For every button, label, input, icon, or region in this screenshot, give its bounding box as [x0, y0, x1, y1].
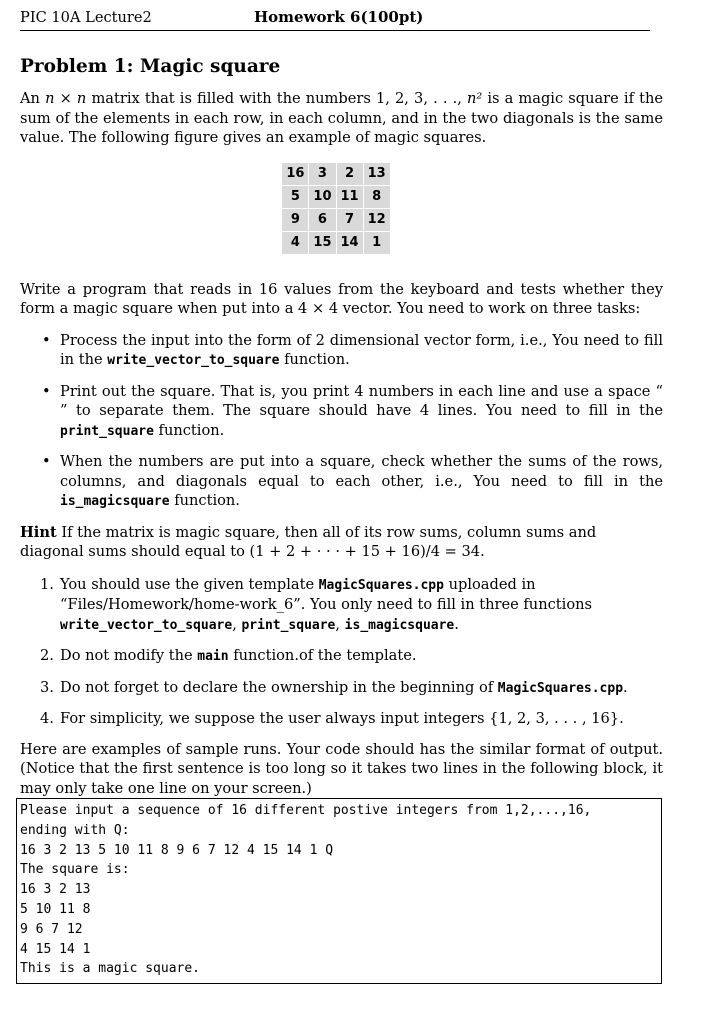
code-line: Please input a sequence of 16 different postive integers from 1,2,...,16, — [20, 803, 592, 818]
list-item: 1. You should use the given template MagicSquares.cpp uploaded in “Files/Homework/home-work_6”. You only need to fill in three functions write_vector_to_square, print_square, is_magicsquare. — [40, 575, 592, 633]
code-line: ending with Q: — [20, 822, 130, 838]
code-line: The square is: — [20, 862, 130, 878]
task-list — [20, 331, 668, 512]
cell: 10 — [309, 186, 336, 209]
homework-title: Homework 6(100pt) — [254, 8, 424, 26]
list-item: • Print out the square. That is, you print 4 numbers in each line and use a space “ ” to separate them. The square should have 4 lines. You need to fill in the print_square function. — [42, 382, 663, 439]
table-row — [282, 232, 389, 254]
code-line: 4 15 14 1 — [20, 941, 91, 957]
list-item: • When the numbers are put into a square, check whether the sums of the rows, columns, and diagonals equal to each other, i.e., You need to fill in the is_magicsquare function. — [42, 453, 663, 509]
cell: 2 — [337, 163, 364, 186]
cell: 14 — [337, 232, 364, 254]
document-page — [20, 6, 668, 984]
cell: 3 — [309, 163, 336, 186]
cell: 6 — [309, 209, 336, 232]
task-intro-paragraph: Write a program that reads in 16 values from the keyboard and tests whether they form a magic square when put into a 4 × 4 vector. You need to work on three tasks: — [20, 280, 663, 317]
cell: 16 — [282, 163, 309, 186]
list-item: 3. Do not forget to declare the ownership in the beginning of MagicSquares.cpp. — [40, 678, 628, 696]
problem-title: Problem 1: Magic square — [20, 56, 281, 77]
cell: 1 — [372, 234, 382, 250]
code-line: 16 3 2 13 5 10 11 8 9 6 7 12 4 15 14 1 Q — [20, 842, 334, 858]
cell: 15 — [309, 232, 336, 254]
steps-list — [20, 575, 668, 729]
hint-paragraph: Hint If the matrix is magic square, then all of its row sums, column sums and diagonal sums should equal to (1 + 2 + · · · + 15 + 16)/4 = 34. — [20, 523, 597, 560]
table-row — [282, 209, 389, 232]
table-row — [282, 186, 389, 209]
sample-output-block — [16, 798, 662, 984]
code-line: 5 10 11 8 — [20, 901, 91, 917]
cell: 5 — [282, 186, 309, 209]
cell: 9 — [282, 209, 309, 232]
cell: 13 — [364, 163, 390, 186]
table-row — [282, 163, 389, 186]
cell: 8 — [364, 186, 390, 209]
magic-square-table — [282, 163, 389, 254]
page-header — [20, 6, 650, 31]
list-item: 4. For simplicity, we suppose the user always input integers {1, 2, 3, . . . , 16}. — [40, 710, 624, 727]
cell: 7 — [337, 209, 364, 232]
magic-square-figure — [20, 163, 668, 254]
intro-paragraph: An n × n matrix that is filled with the numbers 1, 2, 3, . . ., n² is a magic square if the sum of the elements in each row, in each column, and in the two diagonals is the same value. The following figure gives an example of magic squares. — [20, 90, 663, 146]
course-label: PIC 10A Lecture2 — [20, 9, 152, 26]
cell: 4 — [282, 232, 309, 254]
code-line: 9 6 7 12 — [20, 921, 83, 937]
code-line: 16 3 2 13 — [20, 882, 91, 898]
cell: 11 — [337, 186, 364, 209]
list-item: 2. Do not modify the main function.of the template. — [40, 647, 417, 664]
samples-paragraph: Here are examples of sample runs. Your code should has the similar format of output. (Notice that the first sentence is too long so it takes two lines in the following block, it may only take one line on your screen.) — [20, 740, 663, 797]
code-line: This is a magic square. — [20, 961, 201, 977]
list-item: • Process the input into the form of 2 dimensional vector form, i.e., You need to fill in the write_vector_to_square function. — [42, 331, 663, 368]
cell: 12 — [364, 209, 390, 232]
